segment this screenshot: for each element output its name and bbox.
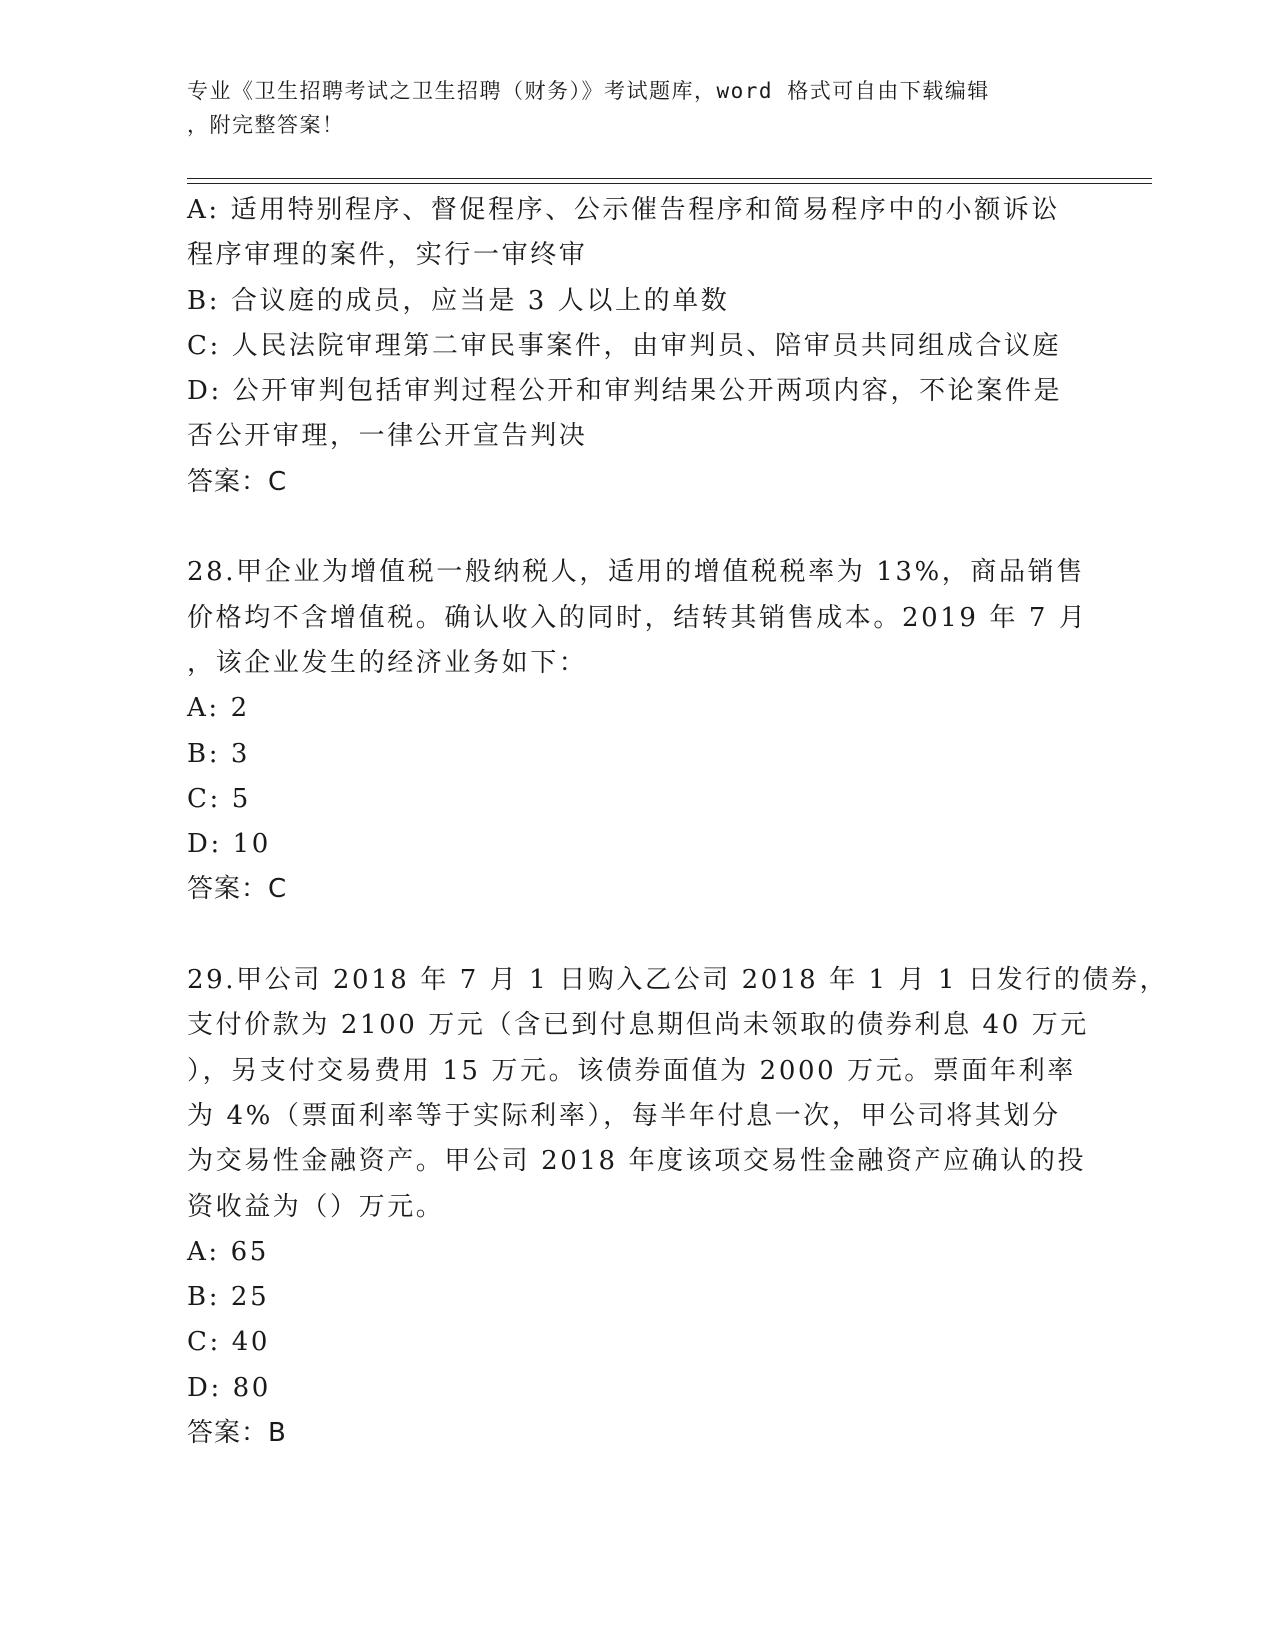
option-d-line-1: D: 公开审判包括审判过程公开和审判结果公开两项内容，不论案件是 bbox=[187, 376, 1063, 407]
question-spacer bbox=[187, 913, 1077, 958]
question-29-line-5: 为交易性金融资产。甲公司 2018 年度该项交易性金融资产应确认的投 bbox=[187, 1146, 1087, 1177]
question-29-line-4: 为 4%（票面利率等于实际利率），每半年付息一次，甲公司将其划分 bbox=[187, 1100, 1061, 1131]
option-b: B: 3 bbox=[187, 738, 251, 769]
question-29-line-2: 支付价款为 2100 万元（含已到付息期但尚未领取的债券利息 40 万元 bbox=[187, 1010, 1089, 1041]
option-b: B: 25 bbox=[187, 1282, 270, 1313]
question-28-line-1: 28.甲企业为增值税一般纳税人，适用的增值税税率为 13%，商品销售 bbox=[187, 557, 1085, 588]
option-d: D: 10 bbox=[187, 829, 271, 860]
option-d-line-2: 否公开审理，一律公开宣告判决 bbox=[187, 421, 588, 452]
document-body bbox=[187, 188, 1169, 1456]
question-27-options bbox=[187, 188, 1077, 460]
option-a-line-1: A: 适用特别程序、督促程序、公示催告程序和简易程序中的小额诉讼 bbox=[187, 195, 1061, 225]
header-line-1: 专业《卫生招聘考试之卫生招聘（财务）》考试题库，word 格式可自由下载编辑 bbox=[187, 79, 990, 103]
question-spacer bbox=[187, 505, 1077, 550]
header-divider-bottom bbox=[187, 183, 1152, 184]
option-c: C: 人民法院审理第二审民事案件，由审判员、陪审员共同组成合议庭 bbox=[187, 330, 1062, 361]
option-a: A: 65 bbox=[187, 1236, 269, 1267]
question-28-text bbox=[187, 550, 1088, 686]
option-b: B: 合议庭的成员，应当是 3 人以上的单数 bbox=[187, 285, 730, 316]
option-d: D: 80 bbox=[187, 1372, 271, 1403]
option-c: C: 40 bbox=[187, 1327, 271, 1358]
question-29-answer: 答案：B bbox=[187, 1418, 287, 1449]
option-c: C: 5 bbox=[187, 783, 251, 814]
question-29-text bbox=[187, 958, 1169, 1230]
question-28-line-2: 价格均不含增值税。确认收入的同时，结转其销售成本。2019 年 7 月 bbox=[187, 602, 1088, 633]
question-28-line-3: ，该企业发生的经济业务如下： bbox=[187, 647, 588, 678]
question-29-line-3: ），另支付交易费用 15 万元。该债券面值为 2000 万元。票面年利率 bbox=[187, 1055, 1076, 1086]
question-29-options bbox=[187, 1230, 1077, 1411]
question-29-line-6: 资收益为（）万元。 bbox=[187, 1191, 445, 1222]
header-line-2: ，附完整答案！ bbox=[187, 113, 345, 137]
option-a-line-2: 程序审理的案件，实行一审终审 bbox=[187, 240, 588, 271]
question-29-line-1: 29.甲公司 2018 年 7 月 1 日购入乙公司 2018 年 1 月 1 日发行的债券， bbox=[187, 965, 1169, 996]
header-divider-top bbox=[187, 178, 1152, 179]
option-a: A: 2 bbox=[187, 693, 250, 724]
question-27-answer: 答案：C bbox=[187, 466, 288, 497]
question-28-answer: 答案：C bbox=[187, 874, 288, 905]
document-header bbox=[187, 74, 1067, 142]
question-28-options bbox=[187, 686, 1077, 867]
